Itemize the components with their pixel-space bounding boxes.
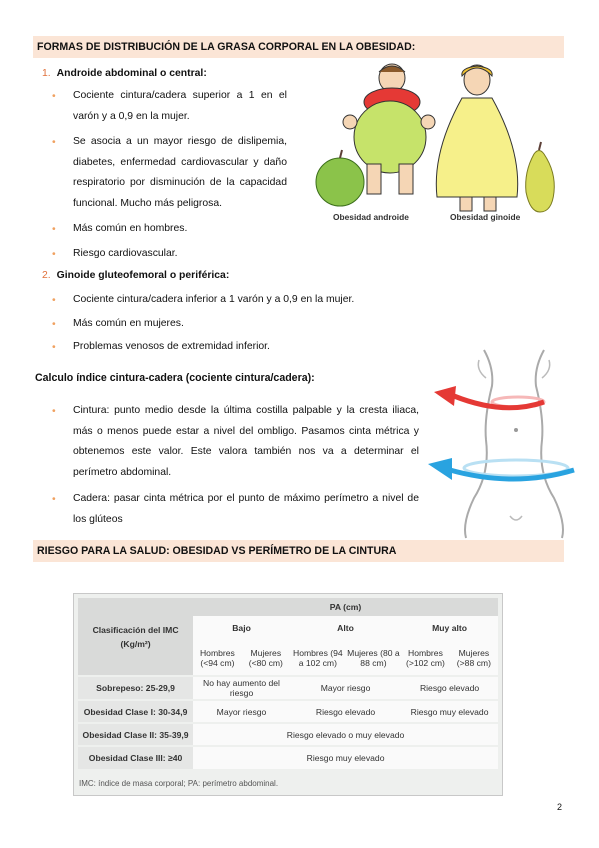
table-subheader: Mujeres (<80 cm) bbox=[242, 640, 290, 676]
page-number: 2 bbox=[557, 802, 563, 812]
bullet-icon: • bbox=[52, 249, 56, 260]
table-row-label: Sobrepeso: 25-29,9 bbox=[78, 676, 193, 700]
bullet-icon: • bbox=[52, 137, 56, 148]
bullet-icon: • bbox=[52, 319, 56, 330]
table-header-classification: Clasificación del IMC (Kg/m²) bbox=[78, 598, 193, 676]
table-subheader: Mujeres (80 a 88 cm) bbox=[346, 640, 401, 676]
table-row-label: Obesidad Clase III: ≥40 bbox=[78, 746, 193, 769]
table-row bbox=[78, 746, 498, 769]
gynoid-figure-icon bbox=[436, 65, 517, 211]
table-subheader: Mujeres (>88 cm) bbox=[450, 640, 498, 676]
bullet-text: Cintura: punto medio desde la última costilla palpable y la cresta iliaca, más o menos puede estar a nivel del ombligo. Pasamos cinta métrica y obtenemos este valor. Este valora también nos va a determinar el perímetro abdominal. bbox=[73, 405, 419, 478]
table-row-label: Obesidad Clase I: 30-34,9 bbox=[78, 700, 193, 723]
table-row bbox=[78, 676, 498, 700]
calc-section-title: Calculo índice cintura-cadera (cociente cintura/cadera): bbox=[35, 372, 315, 384]
bullet-text: Cociente cintura/cadera inferior a 1 varón y a 0,9 en la mujer. bbox=[73, 294, 355, 305]
obesity-types-illustration bbox=[312, 62, 560, 230]
table-group-bajo: Bajo bbox=[193, 616, 290, 640]
list-number: 2. bbox=[42, 270, 51, 281]
table-subheader: Hombres (>102 cm) bbox=[401, 640, 450, 676]
bullet-icon: • bbox=[52, 91, 56, 102]
table-cell: Riesgo muy elevado bbox=[193, 746, 498, 769]
bullet-icon: • bbox=[52, 494, 56, 505]
bullet-text: Riesgo cardiovascular. bbox=[73, 248, 178, 259]
bullet-text: Problemas venosos de extremidad inferior. bbox=[73, 341, 270, 352]
table-cell: Mayor riesgo bbox=[290, 676, 401, 700]
table-cell: Riesgo muy elevado bbox=[401, 700, 498, 723]
table-row-label: Obesidad Clase II: 35-39,9 bbox=[78, 723, 193, 746]
section-title-fat-distribution: FORMAS DE DISTRIBUCIÓN DE LA GRASA CORPORAL EN LA OBESIDAD: bbox=[37, 41, 416, 53]
bullet-icon: • bbox=[52, 295, 56, 306]
table-cell: No hay aumento del riesgo bbox=[193, 676, 290, 700]
pear-icon bbox=[526, 142, 555, 212]
apple-icon bbox=[316, 150, 364, 206]
bullet-text: Cociente cintura/cadera superior a 1 en el varón y a 0,9 en la mujer. bbox=[73, 90, 287, 122]
table-cell: Riesgo elevado o muy elevado bbox=[193, 723, 498, 746]
bullet-text: Se asocia a un mayor riesgo de dislipemia, diabetes, enfermedad cardiovascular y daño respiratorio por disminución de la capacidad funcional. Mucho más peligrosa. bbox=[73, 136, 287, 209]
table-row bbox=[78, 723, 498, 746]
bullet-text: Más común en hombres. bbox=[73, 223, 188, 234]
bullet-icon: • bbox=[52, 342, 56, 353]
table-group-muy-alto: Muy alto bbox=[401, 616, 498, 640]
table-cell: Riesgo elevado bbox=[290, 700, 401, 723]
list-label: Androide abdominal o central: bbox=[56, 68, 207, 79]
waist-hip-illustration bbox=[424, 348, 584, 540]
table-row bbox=[78, 700, 498, 723]
bullet-icon: • bbox=[52, 224, 56, 235]
table-subheader: Hombres (<94 cm) bbox=[193, 640, 242, 676]
bullet-text: Cadera: pasar cinta métrica por el punto de máximo perímetro a nivel de los glúteos bbox=[73, 493, 419, 525]
bullet-text: Más común en mujeres. bbox=[73, 318, 184, 329]
list-item-gynoid bbox=[42, 270, 229, 281]
table-header-pa: PA (cm) bbox=[193, 598, 498, 616]
table-cell: Riesgo elevado bbox=[401, 676, 498, 700]
section-title-health-risk: RIESGO PARA LA SALUD: OBESIDAD VS PERÍMETRO DE LA CINTURA bbox=[37, 545, 397, 557]
caption-android: Obesidad androide bbox=[333, 212, 409, 222]
navel-icon bbox=[514, 428, 518, 432]
risk-table bbox=[78, 598, 498, 769]
table-cell: Mayor riesgo bbox=[193, 700, 290, 723]
bullet-icon: • bbox=[52, 406, 56, 417]
table-subheader: Hombres (94 a 102 cm) bbox=[290, 640, 346, 676]
table-footnote: IMC: índice de masa corporal; PA: perímetro abdominal. bbox=[79, 779, 279, 788]
caption-gynoid: Obesidad ginoide bbox=[450, 212, 521, 222]
list-label: Ginoide gluteofemoral o periférica: bbox=[56, 270, 230, 281]
risk-table-container bbox=[73, 593, 503, 796]
list-number: 1. bbox=[42, 68, 51, 79]
list-item-android bbox=[42, 68, 207, 79]
table-group-alto: Alto bbox=[290, 616, 401, 640]
